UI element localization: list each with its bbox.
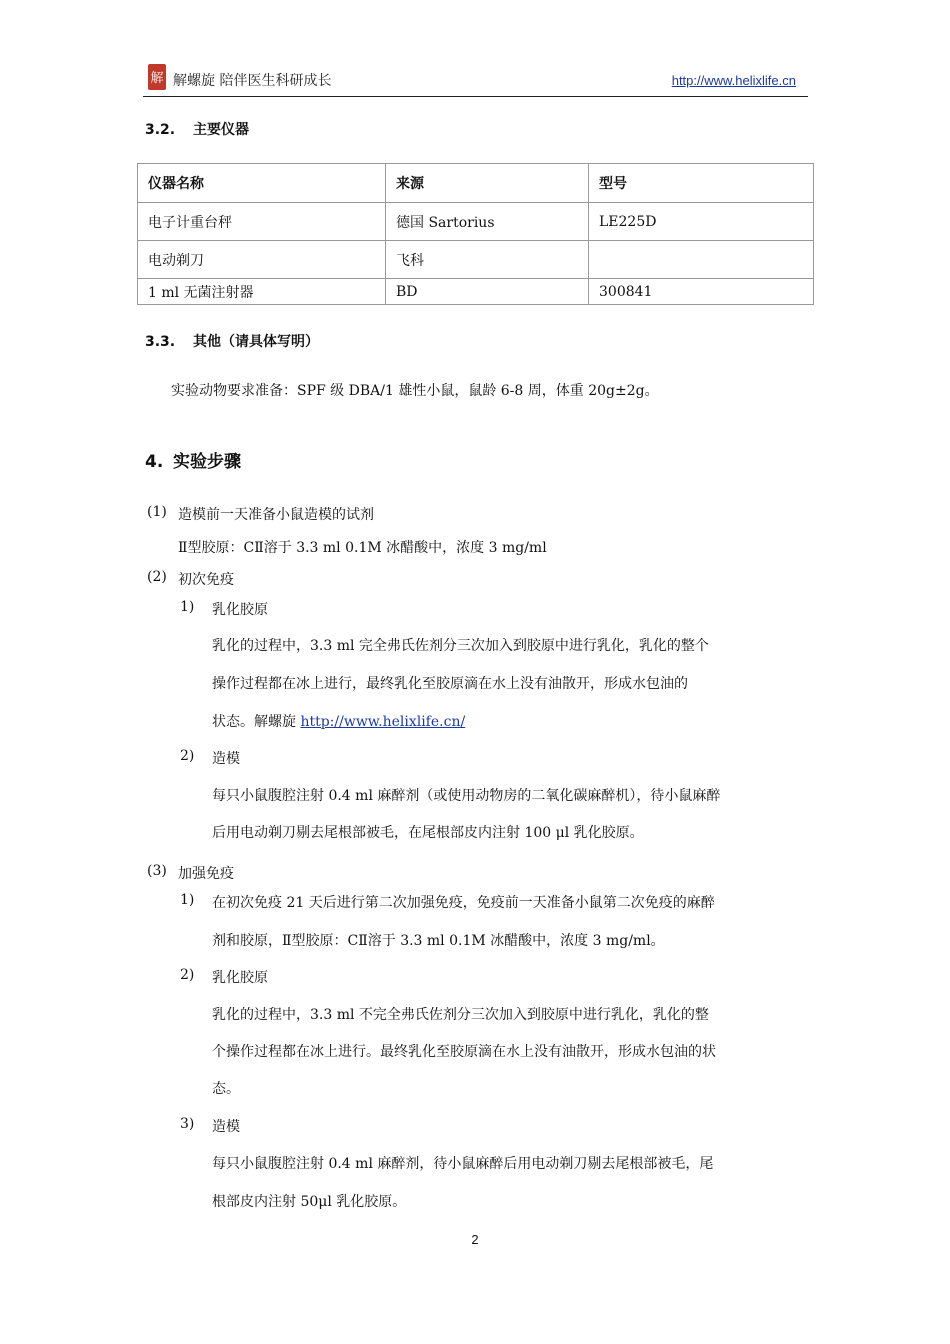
table-row — [138, 203, 814, 241]
paragraph-line: 态。 — [212, 1081, 240, 1097]
table-cell: 电动剃刀 — [138, 241, 386, 279]
helix-seal-logo-icon — [145, 62, 169, 92]
col-header-name: 仪器名称 — [138, 164, 386, 203]
paragraph-line: 乳化的过程中，3.3 ml 不完全弗氏佐剂分三次加入到胶原中进行乳化，乳化的整 — [212, 1007, 709, 1023]
header-site-link[interactable]: http://www.helixlife.cn — [671, 73, 796, 88]
step-3-title: 加强免疫 — [178, 866, 234, 882]
step-2-label: (2) — [147, 569, 167, 585]
table-row — [138, 279, 814, 305]
paragraph-line-with-link — [212, 711, 465, 731]
substep-label: 2) — [180, 748, 195, 764]
substep-label: 1) — [180, 599, 195, 615]
table-cell: BD — [386, 279, 589, 305]
table-cell: 德国 Sartorius — [386, 203, 589, 241]
substep-label: 3) — [180, 1116, 195, 1132]
table-cell: LE225D — [589, 203, 814, 241]
paragraph-line: 在初次免疫 21 天后进行第二次加强免疫，免疫前一天准备小鼠第二次免疫的麻醉 — [212, 895, 715, 911]
paragraph-line: 操作过程都在冰上进行，最终乳化至胶原滴在水上没有油散开，形成水包油的 — [212, 676, 688, 692]
table-cell: 300841 — [589, 279, 814, 305]
paragraph-line: 剂和胶原，Ⅱ型胶原：CⅡ溶于 3.3 ml 0.1M 冰醋酸中，浓度 3 mg/ml。 — [212, 933, 665, 949]
section-4-heading — [145, 447, 241, 472]
helixlife-link[interactable]: http://www.helixlife.cn/ — [300, 714, 466, 730]
substep-label: 1) — [180, 892, 195, 908]
step-1-text: Ⅱ型胶原：CⅡ溶于 3.3 ml 0.1M 冰醋酸中，浓度 3 mg/ml — [178, 540, 547, 556]
substep-title: 乳化胶原 — [212, 970, 268, 986]
section-title: 其他（请具体写明） — [193, 334, 319, 350]
section-title: 实验步骤 — [173, 452, 241, 472]
table-cell: 1 ml 无菌注射器 — [138, 279, 386, 305]
paragraph-text: 状态。解螺旋 — [212, 714, 301, 730]
table-cell: 电子计重台秤 — [138, 203, 386, 241]
paragraph-line: 乳化的过程中，3.3 ml 完全弗氏佐剂分三次加入到胶原中进行乳化，乳化的整个 — [212, 638, 709, 654]
brand-slogan: 解螺旋 陪伴医生科研成长 — [173, 73, 332, 89]
section-3-3-heading — [145, 331, 319, 351]
substep-label: 2) — [180, 967, 195, 983]
section-3-2-heading — [145, 119, 249, 139]
page-number: 2 — [471, 1232, 479, 1247]
section-number: 4. — [145, 452, 164, 472]
paragraph-line: 个操作过程都在冰上进行。最终乳化至胶原滴在水上没有油散开，形成水包油的状 — [212, 1044, 716, 1060]
substep-title: 造模 — [212, 751, 240, 767]
table-header-row — [138, 164, 814, 203]
step-1-label: (1) — [147, 504, 167, 520]
col-header-model: 型号 — [589, 164, 814, 203]
section-title: 主要仪器 — [193, 122, 249, 138]
table-row — [138, 241, 814, 279]
step-3-label: (3) — [147, 863, 167, 879]
substep-title: 造模 — [212, 1119, 240, 1135]
paragraph-line: 后用电动剃刀剔去尾根部被毛，在尾根部皮内注射 100 μl 乳化胶原。 — [212, 825, 644, 841]
table-cell: 飞科 — [386, 241, 589, 279]
page-header — [143, 62, 808, 97]
substep-title: 乳化胶原 — [212, 602, 268, 618]
table-cell — [589, 241, 814, 279]
instrument-table — [137, 163, 814, 305]
logo-glyph: 解 — [150, 71, 164, 86]
other-requirements-text: 实验动物要求准备：SPF 级 DBA/1 雄性小鼠，鼠龄 6-8 周，体重 20g±2g。 — [171, 383, 659, 399]
section-number: 3.3. — [145, 334, 176, 350]
col-header-source: 来源 — [386, 164, 589, 203]
step-1-title: 造模前一天准备小鼠造模的试剂 — [178, 507, 374, 523]
paragraph-line: 每只小鼠腹腔注射 0.4 ml 麻醉剂（或使用动物房的二氧化碳麻醉机），待小鼠麻醉 — [212, 788, 721, 804]
section-number: 3.2. — [145, 122, 176, 138]
paragraph-line: 每只小鼠腹腔注射 0.4 ml 麻醉剂，待小鼠麻醉后用电动剃刀剔去尾根部被毛，尾 — [212, 1156, 714, 1172]
paragraph-line: 根部皮内注射 50μl 乳化胶原。 — [212, 1194, 407, 1210]
step-2-title: 初次免疫 — [178, 572, 234, 588]
